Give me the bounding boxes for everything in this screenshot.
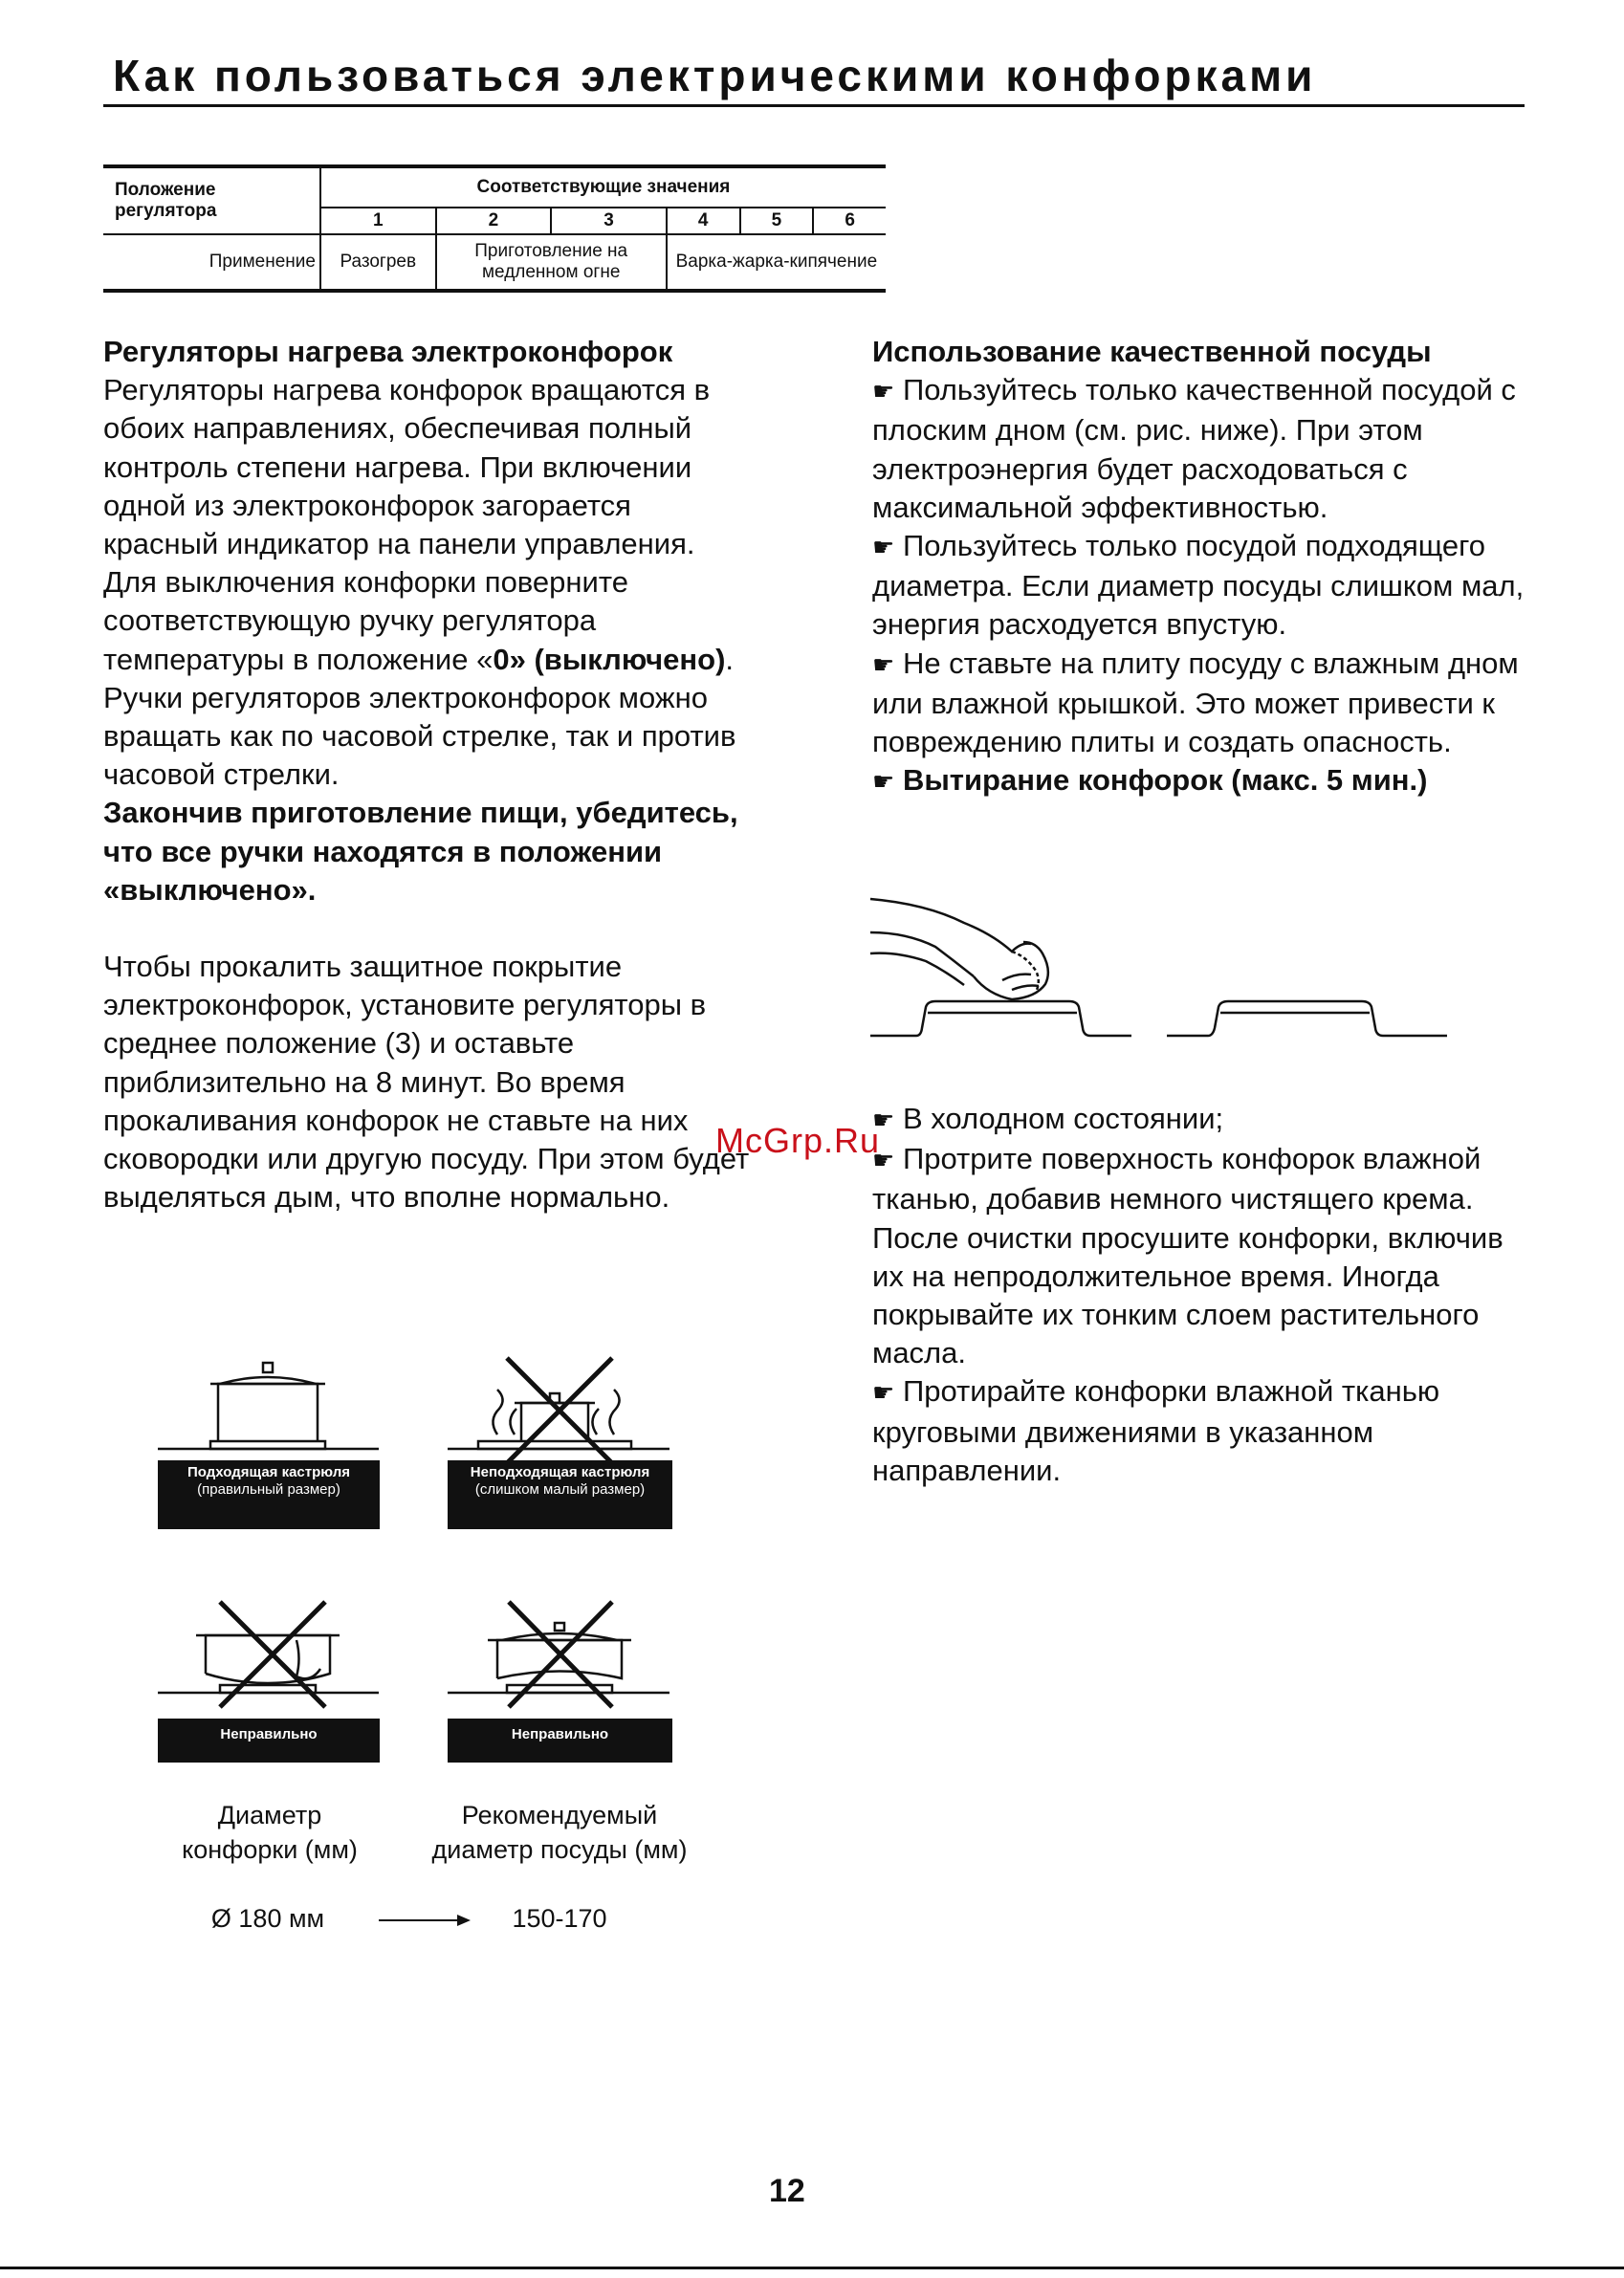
- pot-knob: [263, 1363, 273, 1372]
- table-position: 2: [436, 208, 552, 234]
- list-item: ☛ Вытирание конфорок (макс. 5 мин.): [872, 763, 1428, 798]
- table-position: 4: [667, 208, 740, 234]
- burner-wiping-illustration: [868, 885, 1452, 1047]
- list-item: ☛ Не ставьте на плиту посуду с влажным дном или влажной крышкой. Это может привести к повреждению плиты и создать опасность.: [872, 646, 1519, 759]
- table-usage: Варка-жарка-кипячение: [667, 234, 886, 291]
- pointing-hand-icon: ☛: [872, 378, 895, 407]
- arm: [870, 899, 1031, 952]
- controls-paragraph: Регуляторы нагрева конфорок вращаются в обоих направлениях, обеспечивая полный контроль степени нагрева. При включении одной из электроконфорок загорается красный индикатор на панели управления. Для выключения конфорки поверните соответствующую ручку регулятора температуры в положение «0» (выключено). Ручки регуляторов электроконфорок можно вращать как по часовой стрелке, так и против часовой стрелки.: [103, 373, 736, 792]
- left-column: [103, 333, 754, 1216]
- table-usage-label: Применение: [103, 234, 320, 291]
- table-row-header: Положение регулятора: [103, 166, 320, 234]
- pan-diameter-label: Рекомендуемый диаметр посуды (мм): [431, 1801, 688, 1864]
- section-heading: Использование качественной посуды: [872, 335, 1432, 368]
- pot-lid: [210, 1377, 325, 1384]
- pointing-hand-icon: ☛: [872, 768, 895, 798]
- burner-diameter-value: Ø 180 мм: [210, 1904, 325, 1933]
- figure-caption-wrong: Неправильно: [448, 1719, 672, 1763]
- list-item: ☛ Протрите поверхность конфорок влажной тканью, добавив немного чистящего крема. После очистки просушите конфорки, включив их на непродолжительное время. Иногда покрывайте их тонким слоем растительного масла.: [872, 1142, 1503, 1370]
- pointing-hand-icon: ☛: [872, 650, 895, 680]
- pointing-hand-icon: ☛: [872, 534, 895, 563]
- pointing-hand-icon: ☛: [872, 1379, 895, 1409]
- burner-right: [1167, 1001, 1447, 1036]
- right-column: [872, 333, 1542, 801]
- section-heading: Регуляторы нагрева электроконфорок: [103, 335, 673, 368]
- list-item: ☛ Пользуйтесь только посудой подходящего диаметра. Если диаметр посуды слишком мал, энергия расходуется впустую.: [872, 529, 1525, 642]
- cookware-illustrations: [153, 1353, 689, 1774]
- list-item: ☛ В холодном состоянии;: [872, 1102, 1224, 1135]
- watermark: McGrp.Ru: [715, 1121, 881, 1160]
- page-title: Как пользоваться электрическими конфорками: [113, 51, 1317, 100]
- arrow-icon: [377, 1911, 472, 1930]
- table-position: 5: [740, 208, 814, 234]
- figure-caption-wrong: Неправильно: [158, 1719, 380, 1763]
- burner-diameter-label: Диаметр конфорки (мм): [182, 1801, 358, 1864]
- list-item: ☛ Пользуйтесь только качественной посудой с плоским дном (см. рис. ниже). При этом электроэнергия будет расходоваться с максимальной эффективностью.: [872, 373, 1516, 524]
- table-usage: Разогрев: [320, 234, 436, 291]
- heat-settings-table: [103, 164, 886, 293]
- right-column-continued: [872, 1100, 1542, 1490]
- pot-body: [218, 1384, 318, 1441]
- burner-left: [870, 1001, 1131, 1036]
- table-position: 1: [320, 208, 436, 234]
- list-item: ☛ Протирайте конфорки влажной тканью круговыми движениями в указанном направлении.: [872, 1374, 1440, 1487]
- page-number: 12: [769, 2173, 805, 2209]
- cloth: [1012, 952, 1039, 990]
- table-position: 6: [813, 208, 886, 234]
- bottom-divider: [0, 2267, 1624, 2269]
- figure-caption-correct: Подходящая кастрюля (правильный размер): [158, 1460, 380, 1529]
- figure-caption-too-small: Неподходящая кастрюля (слишком малый размер): [448, 1460, 672, 1529]
- burner: [210, 1441, 325, 1449]
- warning-text: Закончив приготовление пищи, убедитесь, что все ручки находятся в положении «выключено».: [103, 796, 738, 907]
- table-position: 3: [551, 208, 667, 234]
- pointing-hand-icon: ☛: [872, 1147, 895, 1176]
- pointing-hand-icon: ☛: [872, 1106, 895, 1135]
- title-divider: [103, 104, 1525, 107]
- burn-in-paragraph: Чтобы прокалить защитное покрытие электроконфорок, установите регуляторы в среднее положение (3) и оставьте приблизительно на 8 минут. Во время прокаливания конфорок не ставьте на них сковородки или другую посуду. При этом будет выделяться дым, что вполне нормально.: [103, 950, 750, 1215]
- table-usage: Приготовление на медленном огне: [436, 234, 667, 291]
- table-group-header: Соответствующие значения: [320, 166, 886, 208]
- pan-diameter-value: 150-170: [512, 1904, 607, 1933]
